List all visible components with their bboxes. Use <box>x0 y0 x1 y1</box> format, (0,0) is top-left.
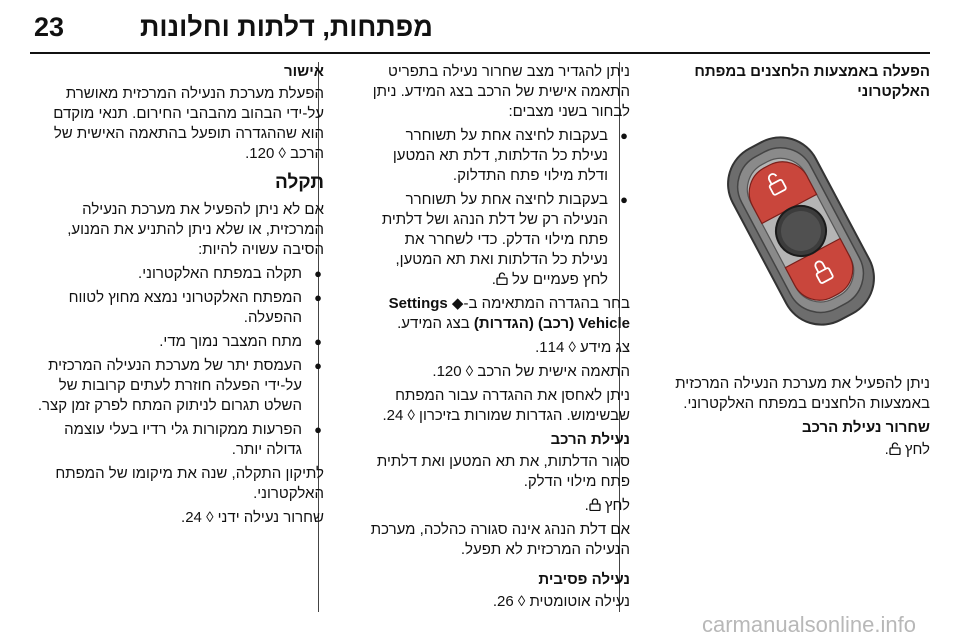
unlock-press-text: לחץ <box>904 441 930 458</box>
bullet-icon: ● <box>620 192 628 207</box>
confirmation-text: הפעלת מערכת הנעילה המרכזית מאושרת על-ידי הבהוב מהבהבי החירום. תנאי מוקדם הוא שההגדרה תופעל בהתאמה האישית של הרכב ◊ 120. <box>53 85 324 162</box>
fault-list <box>30 264 324 460</box>
unlock-icon <box>496 272 508 285</box>
lock-heading: נעילת הרכב <box>550 431 630 448</box>
settings-path: Settings ◆ Vehicle (רכב) (הגדרות) <box>388 295 630 332</box>
list-item: ● בעקבות לחיצה אחת על תשוחרר הנעילה רק של דלת הנהג ושל דלתית פתח מילוי הדלק. כדי לשחרר את נעילת כל הדלתות ואת תא המטען, לחץ פעמיים על . <box>381 191 628 288</box>
bullet-icon: ● <box>620 128 628 143</box>
lock-instruction: לחץ . <box>584 497 630 514</box>
fault-intro: אם לא ניתן להפעיל את מערכת הנעילה המרכזית, או שלא ניתן להתניע את המנוע, הסיבה עשויה להיות: <box>67 201 324 258</box>
driver-door-note: אם דלת הנהג אינה סגורה כהלכה, מערכת הנעילה המרכזית לא תפעל. <box>370 521 630 558</box>
right-column <box>672 62 930 464</box>
key-fob-illustration <box>672 106 930 356</box>
lock-icon <box>589 498 601 511</box>
unlock-heading: שחרור נעילת הרכב <box>802 419 930 436</box>
page-title: מפתחות, דלתות וחלונות <box>140 12 433 42</box>
personalization-ref: התאמה אישית של הרכב ◊ 120. <box>432 363 630 380</box>
unlock-instruction: לחץ . <box>884 441 930 458</box>
manual-unlock-ref: שחרור נעילה ידני ◊ 24. <box>181 509 324 526</box>
left-column <box>30 62 324 532</box>
page-header <box>0 0 960 50</box>
list-item: ● בעקבות לחיצה אחת על תשוחרר נעילת כל הדלתות, דלת תא המטען ודלת מילוי פתח התדלוק. <box>392 127 628 184</box>
lock-text: סגור הדלתות, את תא המטען ואת דלתית פתח מילוי הדלק. <box>376 453 630 490</box>
info-display-ref: צג מידע ◊ 114. <box>535 339 630 356</box>
settings-instruction: בחר בהגדרה המתאימה ב-Settings ◆ Vehicle (רכב) (הגדרות) בצג המידע. <box>388 295 630 332</box>
list-item: ● מתח המצבר נמוך מדי. <box>159 333 322 350</box>
unlock-mode-list <box>368 126 630 290</box>
fault-fix-text: לתיקון התקלה, שנה את מיקומו של המפתח האלקטרוני. <box>55 465 324 502</box>
bullet-icon: ● <box>314 290 322 305</box>
fault-heading: תקלה <box>274 172 324 193</box>
list-item: ● הפרעות ממקורות גלי רדיו בעלי עוצמה גדולה יותר. <box>64 421 322 458</box>
unlock-icon <box>889 442 901 455</box>
auto-lock-ref: נעילה אוטומטית ◊ 26. <box>492 593 630 610</box>
bullet-icon: ● <box>314 358 322 373</box>
remote-description: ניתן להפעיל את מערכת הנעילה המרכזית באמצעות הלחצנים במפתח האלקטרוני. <box>675 375 930 412</box>
remote-heading: הפעלה באמצעות הלחצנים במפתח האלקטרוני <box>694 63 930 100</box>
bullet-icon: ● <box>314 266 322 281</box>
confirmation-heading: אישור <box>283 63 324 80</box>
watermark: carmanualsonline.info <box>701 612 916 637</box>
header-rule <box>30 52 930 54</box>
middle-column <box>368 62 630 616</box>
key-fob-icon <box>726 116 876 346</box>
bullet-icon: ● <box>314 422 322 437</box>
unlock-mode-intro: ניתן להגדיר מצב שחרור נעילה בתפריט התאמה אישית של הרכב בצג המידע. ניתן לבחור בשני מצבים: <box>372 63 630 120</box>
list-item: ● המפתח האלקטרוני נמצא מחוץ לטווח ההפעלה. <box>68 289 322 326</box>
passive-lock-heading: נעילה פסיבית <box>538 571 630 588</box>
list-item: ● תקלה במפתח האלקטרוני. <box>138 265 322 282</box>
bullet-icon: ● <box>314 334 322 349</box>
list-item: ● העמסת יתר של מערכת הנעילה המרכזית על-ידי הפעלה חוזרת לעתים קרובות של השלט תגרום לניתוק המתח לפרק זמן קצר. <box>37 357 322 414</box>
memory-settings-text: ניתן לאחסן את ההגדרה עבור המפתח שבשימוש. הגדרות שמורות בזיכרון ◊ 24. <box>382 387 630 424</box>
page-number: 23 <box>34 12 65 42</box>
